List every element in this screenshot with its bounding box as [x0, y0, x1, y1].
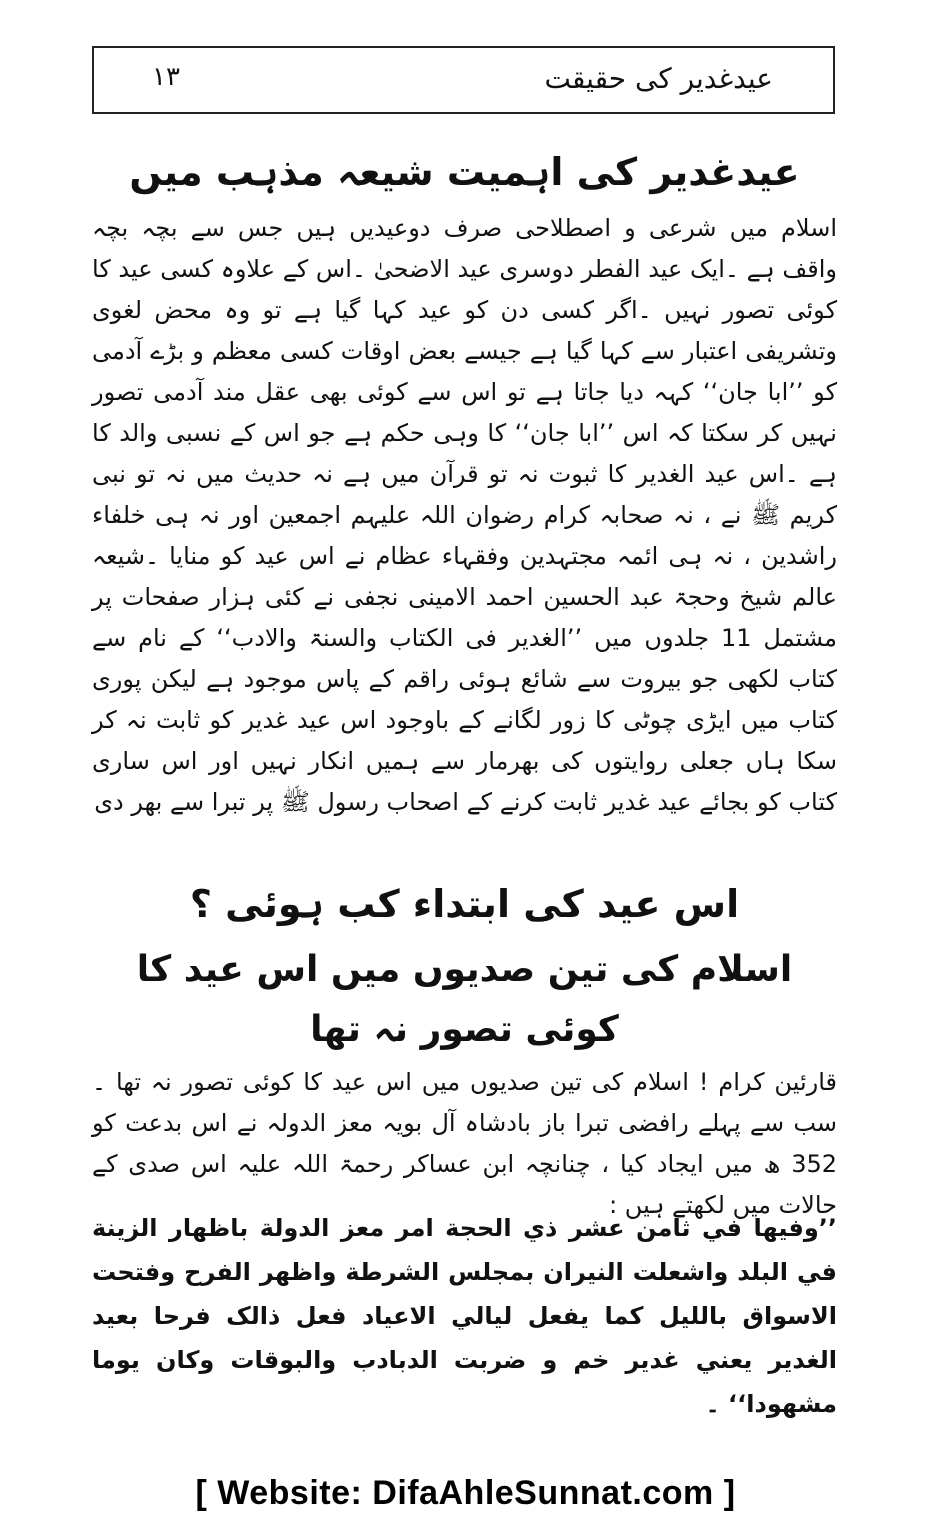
page-header [92, 46, 835, 114]
section-subheading: اسلام کی تین صدیوں میں اس عید کا کوئی تصور نہ تھا [136, 949, 793, 1050]
arabic-quotation: ’’وفيها في ثامن عشر ذي الحجة امر معز الدولة باظهار الزينة في البلد واشعلت النيران بمجلس الشرطة واظهر الفرح وفتحت الاسواق بالليل كما يفعل ليالي الاعياد فعل ذالک فرحا بعيد الغدير يعني غدير خم و ضربت الدبادب والبوقات وكان يوما مشهودا‘‘ ۔ [92, 1214, 837, 1418]
body-paragraph-1: اسلام میں شرعی و اصطلاحی صرف دوعیدیں ہیں جس سے بچہ بچہ واقف ہے ۔ایک عید الفطر دوسری عید الاضحیٰ ۔اس کے علاوہ کسی عید کا کوئی تصور نہیں ۔اگر کسی دن کو عید کہا گیا ہے تو وہ محض لغوی وتشریفی اعتبار سے کہا گیا ہے جیسے بعض اوقات کسی معظم و بڑے آدمی کو ’’ابا جان‘‘ کہہ دیا جاتا ہے تو اس سے کوئی بھی عقل مند آدمی تصور نہیں کر سکتا کہ اس ’’ابا جان‘‘ کا وہی حکم ہے جو اس کے نسبی والد کا ہے ۔اس عید الغدیر کا ثبوت نہ تو قرآن میں ہے نہ حدیث میں نہ تو نبی کریم ﷺ نے ، نہ صحابہ کرام رضوان اللہ علیہم اجمعین اور نہ ہی خلفاء راشدین ، نہ ہی ائمہ مجتہدین وفقہاء عظام نے اس عید کو منایا ۔شیعہ عالم شیخ وحجۃ عبد الحسین احمد الامینی نجفی نے کئی ہزار صفحات پر مشتمل 11 جلدوں میں ’’الغدیر فی الکتاب والسنۃ والادب‘‘ کے نام سے کتاب لکھی جو بیروت سے شائع ہوئی راقم کے پاس موجود ہے لیکن پوری کتاب میں ایڑی چوٹی کا زور لگانے کے باوجود اس عید غدیر کو ثابت نہ کر سکا ہاں جعلی روایتوں کی بھرمار سے ہمیں انکار نہیں اور اس ساری کتاب کو بجائے عید غدیر ثابت کرنے کے اصحاب رسول ﷺ پر تبرا سے بھر دی [92, 214, 837, 816]
book-title: عیدغدیر کی حقیقت [544, 62, 773, 95]
section-heading-importance: عیدغدیر کی اہمیت شیعہ مذہب میں [129, 150, 800, 194]
page-content [92, 128, 837, 1426]
section-heading-origin: اس عید کی ابتداء کب ہوئی ؟ [189, 882, 740, 926]
page-number: ۱۳ [152, 62, 180, 92]
website-footer: [ Website: DifaAhleSunnat.com ] [195, 1474, 736, 1512]
body-paragraph-2: قارئین کرام ! اسلام کی تین صدیوں میں اس عید کا کوئی تصور نہ تھا ۔سب سے پہلے رافضی تبرا باز بادشاہ آل بویہ معز الدولہ نے اس بدعت کو 352 ھ میں ایجاد کیا ، چنانچہ ابن عساکر رحمۃ اللہ علیہ اس صدی کے حالات میں لکھتے ہیں : [92, 1068, 837, 1219]
